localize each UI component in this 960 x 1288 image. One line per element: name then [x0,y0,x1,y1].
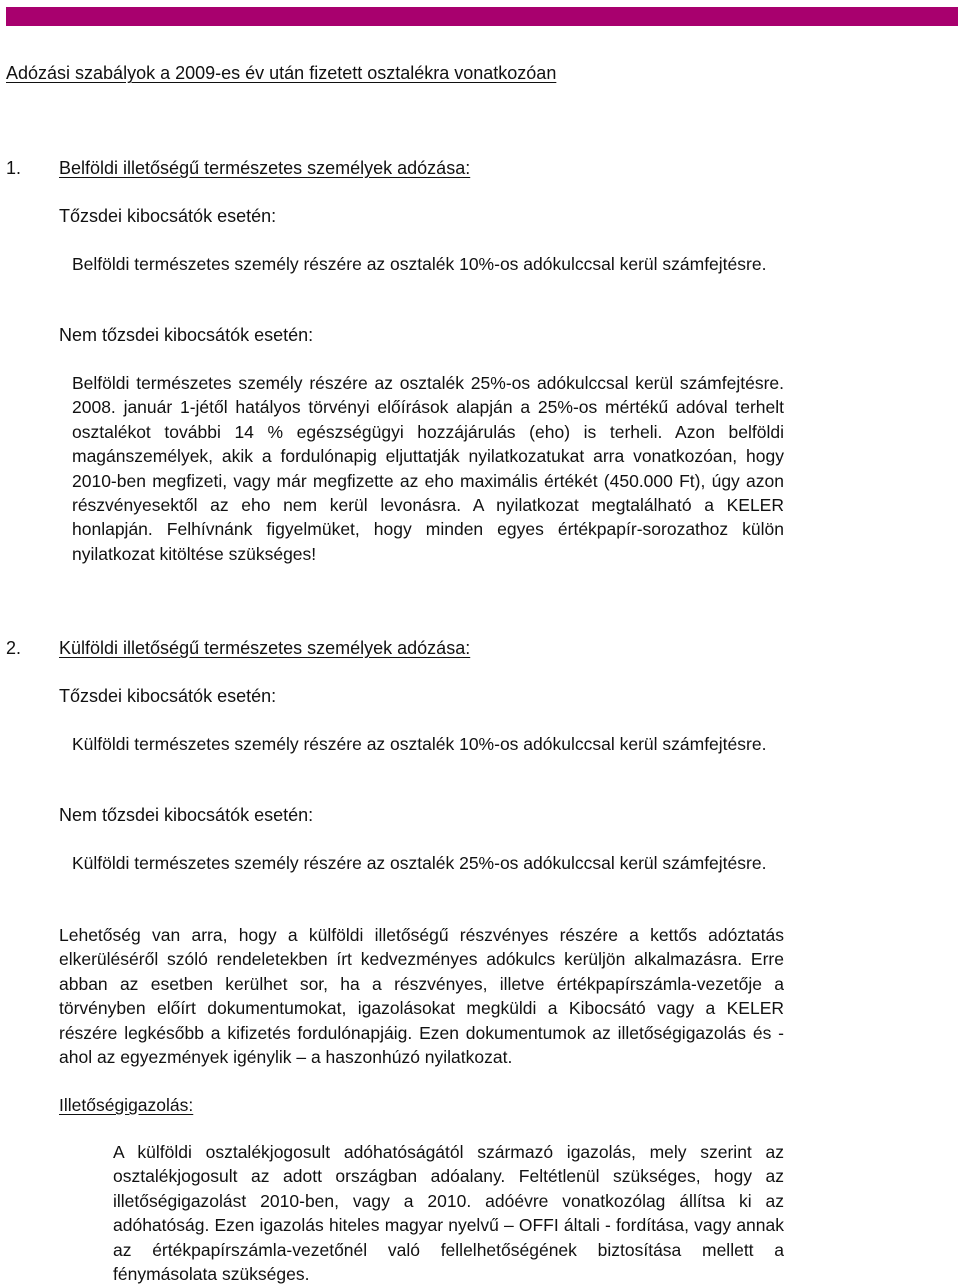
residency-certificate-text: A külföldi osztalékjogosult adóhatóságától származó igazolás, mely szerint az osztalékjogosult az adott országban adóalany. Feltétlenül szükséges, hogy az illetőségigazolást 2010-ben, vagy a 2010. adóévre vonatkozólag állítsa ki az adóhatóság. Ezen igazolás hiteles magyar nyelvű – OFFI általi - fordítása, vagy annak az értékpapírszámla-vezetőnél való fellelhetőségének biztosítása mellett a fénymásolata szükséges. [113,1142,784,1285]
header-bar [6,7,958,26]
section-1-title: Belföldi illetőségű természetes személyek adózása: [59,158,471,178]
section-2-treaty-text: Lehetőség van arra, hogy a külföldi illetőségű részvényes részére a kettős adóztatás elkerüléséről szóló rendeletekben írt kedvezményes adókulcs kerüljön alkalmazásra. Erre abban az esetben kerülhet sor, ha a részvényes, illetve értékpapírszámla-vezetője a törvényben előírt dokumentumokat, igazolásokat megküldi a Kibocsátó vagy a KELER részére legkésőbb a kifizetés fordulónapjáig. Ezen dokumentumok az illetőségigazolás és - ahol az egyezmények igénylik – a haszonhúzó nyilatkozat. [59,925,784,1068]
section-1-listed-text: Belföldi természetes személy részére az osztalék 10%-os adókulccsal kerül számfejtésre. [72,254,767,274]
section-2-title: Külföldi illetőségű természetes személyek adózása: [59,638,471,658]
section-2-listed-text: Külföldi természetes személy részére az osztalék 10%-os adókulccsal kerül számfejtésre. [72,734,767,754]
section-1-unlisted-text: Belföldi természetes személy részére az osztalék 25%-os adókulccsal kerül számfejtésre. 2008. január 1-jétől hatályos törvényi előírások alapján a 25%-os mértékű adóval terhelt osztalékot további 14 % egészségügyi hozzájárulás (eho) is terheli. Azon belföldi magánszemélyek, akik a fordulónapig eljuttatják nyilatkozatukat arra vonatkozóan, hogy 2010-ben megfizeti, vagy már megfizette az eho maximális értékét (450.000 Ft), úgy azon részvényesektől az eho nem kerül levonásra. A nyilatkozat megtalálható a KELER honlapján. Felhívnánk figyelmüket, hogy minden egyes értékpapír-sorozathoz külön nyilatkozat kitöltése szükséges! [72,373,784,564]
section-2-listed-heading: Tőzsdei kibocsátók esetén: [59,686,277,706]
section-2-heading [6,638,470,659]
section-1-listed-heading: Tőzsdei kibocsátók esetén: [59,206,277,226]
section-1-heading [6,158,470,179]
section-2-unlisted-text: Külföldi természetes személy részére az osztalék 25%-os adókulccsal kerül számfejtésre. [72,853,767,873]
section-2-unlisted-heading: Nem tőzsdei kibocsátók esetén: [59,805,314,825]
section-2-number: 2. [6,638,22,658]
residency-certificate-label: Illetőségigazolás: [59,1095,194,1115]
section-1-number: 1. [6,158,22,178]
section-1-unlisted-heading: Nem tőzsdei kibocsátók esetén: [59,325,314,345]
document-title: Adózási szabályok a 2009-es év után fizetett osztalékra vonatkozóan [6,63,557,83]
